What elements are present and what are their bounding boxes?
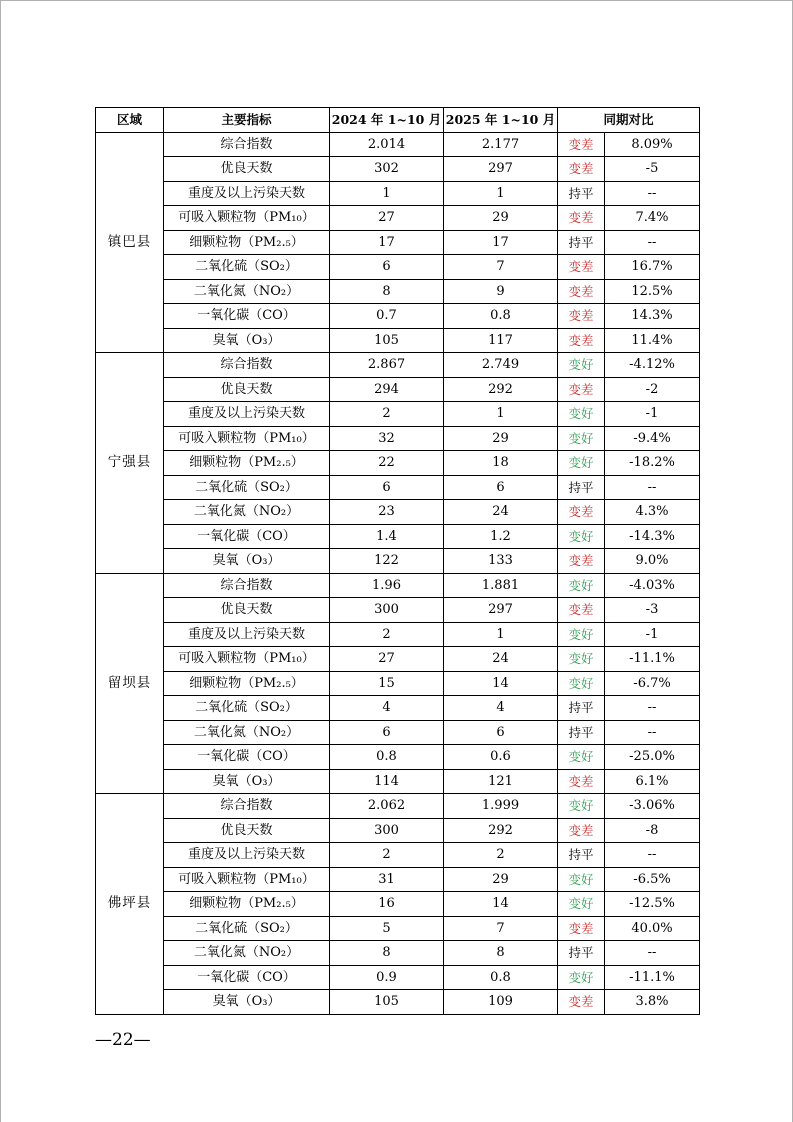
value-2024-cell: 105 xyxy=(330,990,444,1015)
change-cell: -25.0% xyxy=(605,745,700,770)
table-row xyxy=(96,720,700,745)
table-row xyxy=(96,500,700,525)
value-2025-cell: 1 xyxy=(444,622,558,647)
status-cell: 变差 xyxy=(558,377,605,402)
table-row xyxy=(96,353,700,378)
value-2024-cell: 27 xyxy=(330,647,444,672)
status-cell: 变好 xyxy=(558,892,605,917)
change-cell: 9.0% xyxy=(605,549,700,574)
header-2025: 2025 年 1~10 月 xyxy=(444,108,558,133)
value-2024-cell: 15 xyxy=(330,671,444,696)
value-2025-cell: 297 xyxy=(444,598,558,623)
indicator-cell: 一氧化碳（CO） xyxy=(164,524,330,549)
change-cell: -1 xyxy=(605,622,700,647)
value-2024-cell: 1.4 xyxy=(330,524,444,549)
value-2024-cell: 1 xyxy=(330,181,444,206)
region-cell: 宁强县 xyxy=(96,353,164,574)
indicator-cell: 优良天数 xyxy=(164,598,330,623)
indicator-cell: 重度及以上污染天数 xyxy=(164,181,330,206)
table-row xyxy=(96,132,700,157)
indicator-cell: 二氧化氮（NO₂） xyxy=(164,279,330,304)
indicator-cell: 细颗粒物（PM₂.₅） xyxy=(164,451,330,476)
status-cell: 变好 xyxy=(558,573,605,598)
value-2024-cell: 2 xyxy=(330,402,444,427)
status-cell: 变差 xyxy=(558,255,605,280)
status-cell: 持平 xyxy=(558,696,605,721)
change-cell: -- xyxy=(605,941,700,966)
change-cell: 12.5% xyxy=(605,279,700,304)
indicator-cell: 细颗粒物（PM₂.₅） xyxy=(164,892,330,917)
table-row xyxy=(96,794,700,819)
table-row xyxy=(96,892,700,917)
value-2024-cell: 105 xyxy=(330,328,444,353)
value-2025-cell: 2.177 xyxy=(444,132,558,157)
status-cell: 持平 xyxy=(558,230,605,255)
page-number: —22— xyxy=(95,1030,151,1050)
table-row xyxy=(96,965,700,990)
indicator-cell: 二氧化硫（SO₂） xyxy=(164,916,330,941)
indicator-cell: 臭氧（O₃） xyxy=(164,549,330,574)
page-border-top xyxy=(0,0,792,1)
status-cell: 变好 xyxy=(558,402,605,427)
value-2025-cell: 17 xyxy=(444,230,558,255)
status-cell: 变差 xyxy=(558,328,605,353)
table-row xyxy=(96,377,700,402)
value-2025-cell: 121 xyxy=(444,769,558,794)
value-2024-cell: 114 xyxy=(330,769,444,794)
status-cell: 变好 xyxy=(558,451,605,476)
value-2024-cell: 6 xyxy=(330,720,444,745)
value-2025-cell: 6 xyxy=(444,475,558,500)
value-2025-cell: 1 xyxy=(444,181,558,206)
indicator-cell: 臭氧（O₃） xyxy=(164,328,330,353)
status-cell: 变差 xyxy=(558,304,605,329)
table-row xyxy=(96,573,700,598)
change-cell: -3.06% xyxy=(605,794,700,819)
value-2024-cell: 16 xyxy=(330,892,444,917)
value-2024-cell: 0.8 xyxy=(330,745,444,770)
indicator-cell: 二氧化氮（NO₂） xyxy=(164,500,330,525)
value-2025-cell: 29 xyxy=(444,867,558,892)
change-cell: -4.03% xyxy=(605,573,700,598)
table-row xyxy=(96,598,700,623)
table-row xyxy=(96,255,700,280)
status-cell: 持平 xyxy=(558,843,605,868)
change-cell: -11.1% xyxy=(605,647,700,672)
value-2025-cell: 1.999 xyxy=(444,794,558,819)
table-row xyxy=(96,206,700,231)
table-row xyxy=(96,671,700,696)
value-2024-cell: 6 xyxy=(330,475,444,500)
status-cell: 变好 xyxy=(558,353,605,378)
change-cell: -5 xyxy=(605,157,700,182)
value-2025-cell: 1 xyxy=(444,402,558,427)
status-cell: 持平 xyxy=(558,475,605,500)
indicator-cell: 细颗粒物（PM₂.₅） xyxy=(164,671,330,696)
change-cell: -- xyxy=(605,475,700,500)
change-cell: 3.8% xyxy=(605,990,700,1015)
change-cell: 6.1% xyxy=(605,769,700,794)
header-2024: 2024 年 1~10 月 xyxy=(330,108,444,133)
change-cell: -2 xyxy=(605,377,700,402)
table-row xyxy=(96,279,700,304)
status-cell: 变好 xyxy=(558,794,605,819)
table-row xyxy=(96,990,700,1015)
value-2025-cell: 1.881 xyxy=(444,573,558,598)
change-cell: 11.4% xyxy=(605,328,700,353)
table-row xyxy=(96,524,700,549)
table-row xyxy=(96,426,700,451)
table-header-row xyxy=(96,108,700,133)
value-2024-cell: 23 xyxy=(330,500,444,525)
status-cell: 变好 xyxy=(558,867,605,892)
status-cell: 变差 xyxy=(558,206,605,231)
indicator-cell: 二氧化硫（SO₂） xyxy=(164,696,330,721)
indicator-cell: 优良天数 xyxy=(164,377,330,402)
indicator-cell: 可吸入颗粒物（PM₁₀） xyxy=(164,647,330,672)
air-quality-comparison-table xyxy=(95,107,700,1015)
table-row xyxy=(96,843,700,868)
table-row xyxy=(96,941,700,966)
table-row xyxy=(96,402,700,427)
value-2024-cell: 300 xyxy=(330,598,444,623)
indicator-cell: 一氧化碳（CO） xyxy=(164,745,330,770)
indicator-cell: 二氧化氮（NO₂） xyxy=(164,941,330,966)
indicator-cell: 优良天数 xyxy=(164,818,330,843)
value-2025-cell: 29 xyxy=(444,206,558,231)
value-2024-cell: 27 xyxy=(330,206,444,231)
table-row xyxy=(96,696,700,721)
value-2025-cell: 9 xyxy=(444,279,558,304)
indicator-cell: 综合指数 xyxy=(164,353,330,378)
value-2024-cell: 122 xyxy=(330,549,444,574)
value-2025-cell: 117 xyxy=(444,328,558,353)
header-region: 区域 xyxy=(96,108,164,133)
table-row xyxy=(96,867,700,892)
value-2025-cell: 109 xyxy=(444,990,558,1015)
table-row xyxy=(96,818,700,843)
indicator-cell: 二氧化硫（SO₂） xyxy=(164,255,330,280)
indicator-cell: 可吸入颗粒物（PM₁₀） xyxy=(164,426,330,451)
change-cell: 14.3% xyxy=(605,304,700,329)
indicator-cell: 细颗粒物（PM₂.₅） xyxy=(164,230,330,255)
change-cell: -- xyxy=(605,843,700,868)
value-2025-cell: 8 xyxy=(444,941,558,966)
indicator-cell: 综合指数 xyxy=(164,794,330,819)
region-cell: 镇巴县 xyxy=(96,132,164,353)
status-cell: 变好 xyxy=(558,647,605,672)
value-2024-cell: 302 xyxy=(330,157,444,182)
value-2025-cell: 14 xyxy=(444,892,558,917)
indicator-cell: 重度及以上污染天数 xyxy=(164,402,330,427)
indicator-cell: 重度及以上污染天数 xyxy=(164,622,330,647)
status-cell: 变好 xyxy=(558,622,605,647)
value-2025-cell: 14 xyxy=(444,671,558,696)
value-2024-cell: 1.96 xyxy=(330,573,444,598)
change-cell: -- xyxy=(605,230,700,255)
change-cell: -14.3% xyxy=(605,524,700,549)
indicator-cell: 重度及以上污染天数 xyxy=(164,843,330,868)
value-2025-cell: 297 xyxy=(444,157,558,182)
change-cell: 40.0% xyxy=(605,916,700,941)
indicator-cell: 综合指数 xyxy=(164,132,330,157)
value-2025-cell: 4 xyxy=(444,696,558,721)
value-2024-cell: 0.9 xyxy=(330,965,444,990)
change-cell: -- xyxy=(605,696,700,721)
indicator-cell: 可吸入颗粒物（PM₁₀） xyxy=(164,206,330,231)
value-2025-cell: 24 xyxy=(444,647,558,672)
change-cell: -6.5% xyxy=(605,867,700,892)
indicator-cell: 可吸入颗粒物（PM₁₀） xyxy=(164,867,330,892)
table-body xyxy=(96,132,700,1014)
table-row xyxy=(96,304,700,329)
table-row xyxy=(96,181,700,206)
table-row xyxy=(96,230,700,255)
status-cell: 变差 xyxy=(558,769,605,794)
value-2025-cell: 7 xyxy=(444,255,558,280)
status-cell: 持平 xyxy=(558,720,605,745)
change-cell: -8 xyxy=(605,818,700,843)
status-cell: 变差 xyxy=(558,549,605,574)
value-2025-cell: 7 xyxy=(444,916,558,941)
status-cell: 变差 xyxy=(558,132,605,157)
value-2024-cell: 2.867 xyxy=(330,353,444,378)
change-cell: -- xyxy=(605,181,700,206)
table-row xyxy=(96,157,700,182)
change-cell: -- xyxy=(605,720,700,745)
table-row xyxy=(96,916,700,941)
status-cell: 变好 xyxy=(558,524,605,549)
status-cell: 变差 xyxy=(558,818,605,843)
value-2025-cell: 292 xyxy=(444,818,558,843)
value-2024-cell: 0.7 xyxy=(330,304,444,329)
table-row xyxy=(96,745,700,770)
value-2024-cell: 4 xyxy=(330,696,444,721)
value-2025-cell: 0.8 xyxy=(444,965,558,990)
table-row xyxy=(96,549,700,574)
header-comparison: 同期对比 xyxy=(558,108,700,133)
change-cell: -9.4% xyxy=(605,426,700,451)
value-2025-cell: 18 xyxy=(444,451,558,476)
change-cell: -1 xyxy=(605,402,700,427)
change-cell: 4.3% xyxy=(605,500,700,525)
value-2024-cell: 8 xyxy=(330,279,444,304)
status-cell: 变好 xyxy=(558,965,605,990)
value-2024-cell: 2 xyxy=(330,622,444,647)
status-cell: 变好 xyxy=(558,745,605,770)
value-2024-cell: 2.062 xyxy=(330,794,444,819)
indicator-cell: 臭氧（O₃） xyxy=(164,769,330,794)
header-indicator: 主要指标 xyxy=(164,108,330,133)
table-row xyxy=(96,647,700,672)
value-2024-cell: 8 xyxy=(330,941,444,966)
value-2024-cell: 2 xyxy=(330,843,444,868)
change-cell: -12.5% xyxy=(605,892,700,917)
status-cell: 变差 xyxy=(558,279,605,304)
value-2025-cell: 24 xyxy=(444,500,558,525)
value-2025-cell: 133 xyxy=(444,549,558,574)
value-2024-cell: 17 xyxy=(330,230,444,255)
change-cell: -4.12% xyxy=(605,353,700,378)
status-cell: 变差 xyxy=(558,598,605,623)
value-2024-cell: 32 xyxy=(330,426,444,451)
indicator-cell: 综合指数 xyxy=(164,573,330,598)
value-2025-cell: 29 xyxy=(444,426,558,451)
value-2024-cell: 5 xyxy=(330,916,444,941)
value-2024-cell: 6 xyxy=(330,255,444,280)
value-2024-cell: 22 xyxy=(330,451,444,476)
indicator-cell: 优良天数 xyxy=(164,157,330,182)
status-cell: 变差 xyxy=(558,916,605,941)
value-2024-cell: 31 xyxy=(330,867,444,892)
value-2024-cell: 300 xyxy=(330,818,444,843)
status-cell: 变差 xyxy=(558,990,605,1015)
indicator-cell: 一氧化碳（CO） xyxy=(164,965,330,990)
indicator-cell: 二氧化硫（SO₂） xyxy=(164,475,330,500)
value-2024-cell: 294 xyxy=(330,377,444,402)
indicator-cell: 臭氧（O₃） xyxy=(164,990,330,1015)
table-row xyxy=(96,451,700,476)
status-cell: 变好 xyxy=(558,426,605,451)
value-2025-cell: 2.749 xyxy=(444,353,558,378)
change-cell: -18.2% xyxy=(605,451,700,476)
status-cell: 持平 xyxy=(558,941,605,966)
value-2024-cell: 2.014 xyxy=(330,132,444,157)
change-cell: -3 xyxy=(605,598,700,623)
region-cell: 留坝县 xyxy=(96,573,164,794)
value-2025-cell: 2 xyxy=(444,843,558,868)
table-row xyxy=(96,328,700,353)
indicator-cell: 二氧化氮（NO₂） xyxy=(164,720,330,745)
change-cell: 7.4% xyxy=(605,206,700,231)
value-2025-cell: 1.2 xyxy=(444,524,558,549)
change-cell: -11.1% xyxy=(605,965,700,990)
change-cell: 8.09% xyxy=(605,132,700,157)
indicator-cell: 一氧化碳（CO） xyxy=(164,304,330,329)
table-row xyxy=(96,769,700,794)
page-border-left xyxy=(0,0,1,1122)
status-cell: 变好 xyxy=(558,671,605,696)
change-cell: -6.7% xyxy=(605,671,700,696)
status-cell: 变差 xyxy=(558,500,605,525)
value-2025-cell: 0.8 xyxy=(444,304,558,329)
value-2025-cell: 292 xyxy=(444,377,558,402)
status-cell: 变差 xyxy=(558,157,605,182)
table-row xyxy=(96,475,700,500)
table-row xyxy=(96,622,700,647)
status-cell: 持平 xyxy=(558,181,605,206)
value-2025-cell: 6 xyxy=(444,720,558,745)
value-2025-cell: 0.6 xyxy=(444,745,558,770)
region-cell: 佛坪县 xyxy=(96,794,164,1015)
change-cell: 16.7% xyxy=(605,255,700,280)
